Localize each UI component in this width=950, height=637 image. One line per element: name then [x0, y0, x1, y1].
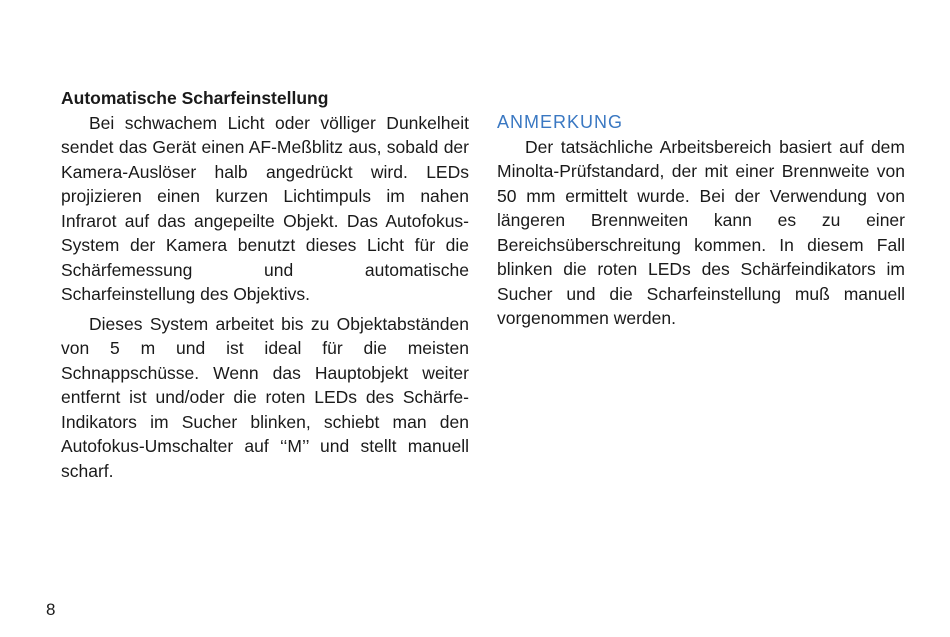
left-column — [61, 86, 469, 483]
note-paragraph: Der tatsächliche Arbeitsbereich basiert auf dem Minolta-Prüfstandard, der mit einer Brennweite von 50 mm ermittelt wurde. Bei der Verwendung von längeren Brennweiten kann es zu einer Bereichsüberschreitung kommen. In diesem Fall blinken die roten LEDs des Schärfeindikators im Sucher und die Scharfeinstellung muß manuell vorgenommen werden. — [497, 136, 905, 328]
right-column — [497, 110, 905, 331]
note-heading: ANMERKUNG — [497, 112, 624, 132]
section-heading: Automatische Scharfeinstellung — [61, 88, 329, 108]
page-number: 8 — [46, 600, 56, 619]
body-paragraph-1: Bei schwachem Licht oder völliger Dunkelheit sendet das Gerät einen AF-Meßblitz aus, sobald der Kamera-Auslöser halb angedrückt wird. LEDs projizieren einen kurzen Lichtimpuls im nahen Infrarot auf das angepeilte Objekt. Das Autofokus-System der Kamera benutzt dieses Licht für die Schärfemessung und automatische Scharfeinstellung des Objektivs. — [61, 112, 469, 304]
body-paragraph-2: Dieses System arbeitet bis zu Objektabständen von 5 m und ist ideal für die meisten Schnappschüsse. Wenn das Hauptobjekt weiter entfernt ist und/oder die roten LEDs des Schärfe-Indikators im Sucher blinken, schiebt man den Autofokus-Umschalter auf ‘‘M’’ und stellt manuell scharf. — [61, 313, 469, 481]
